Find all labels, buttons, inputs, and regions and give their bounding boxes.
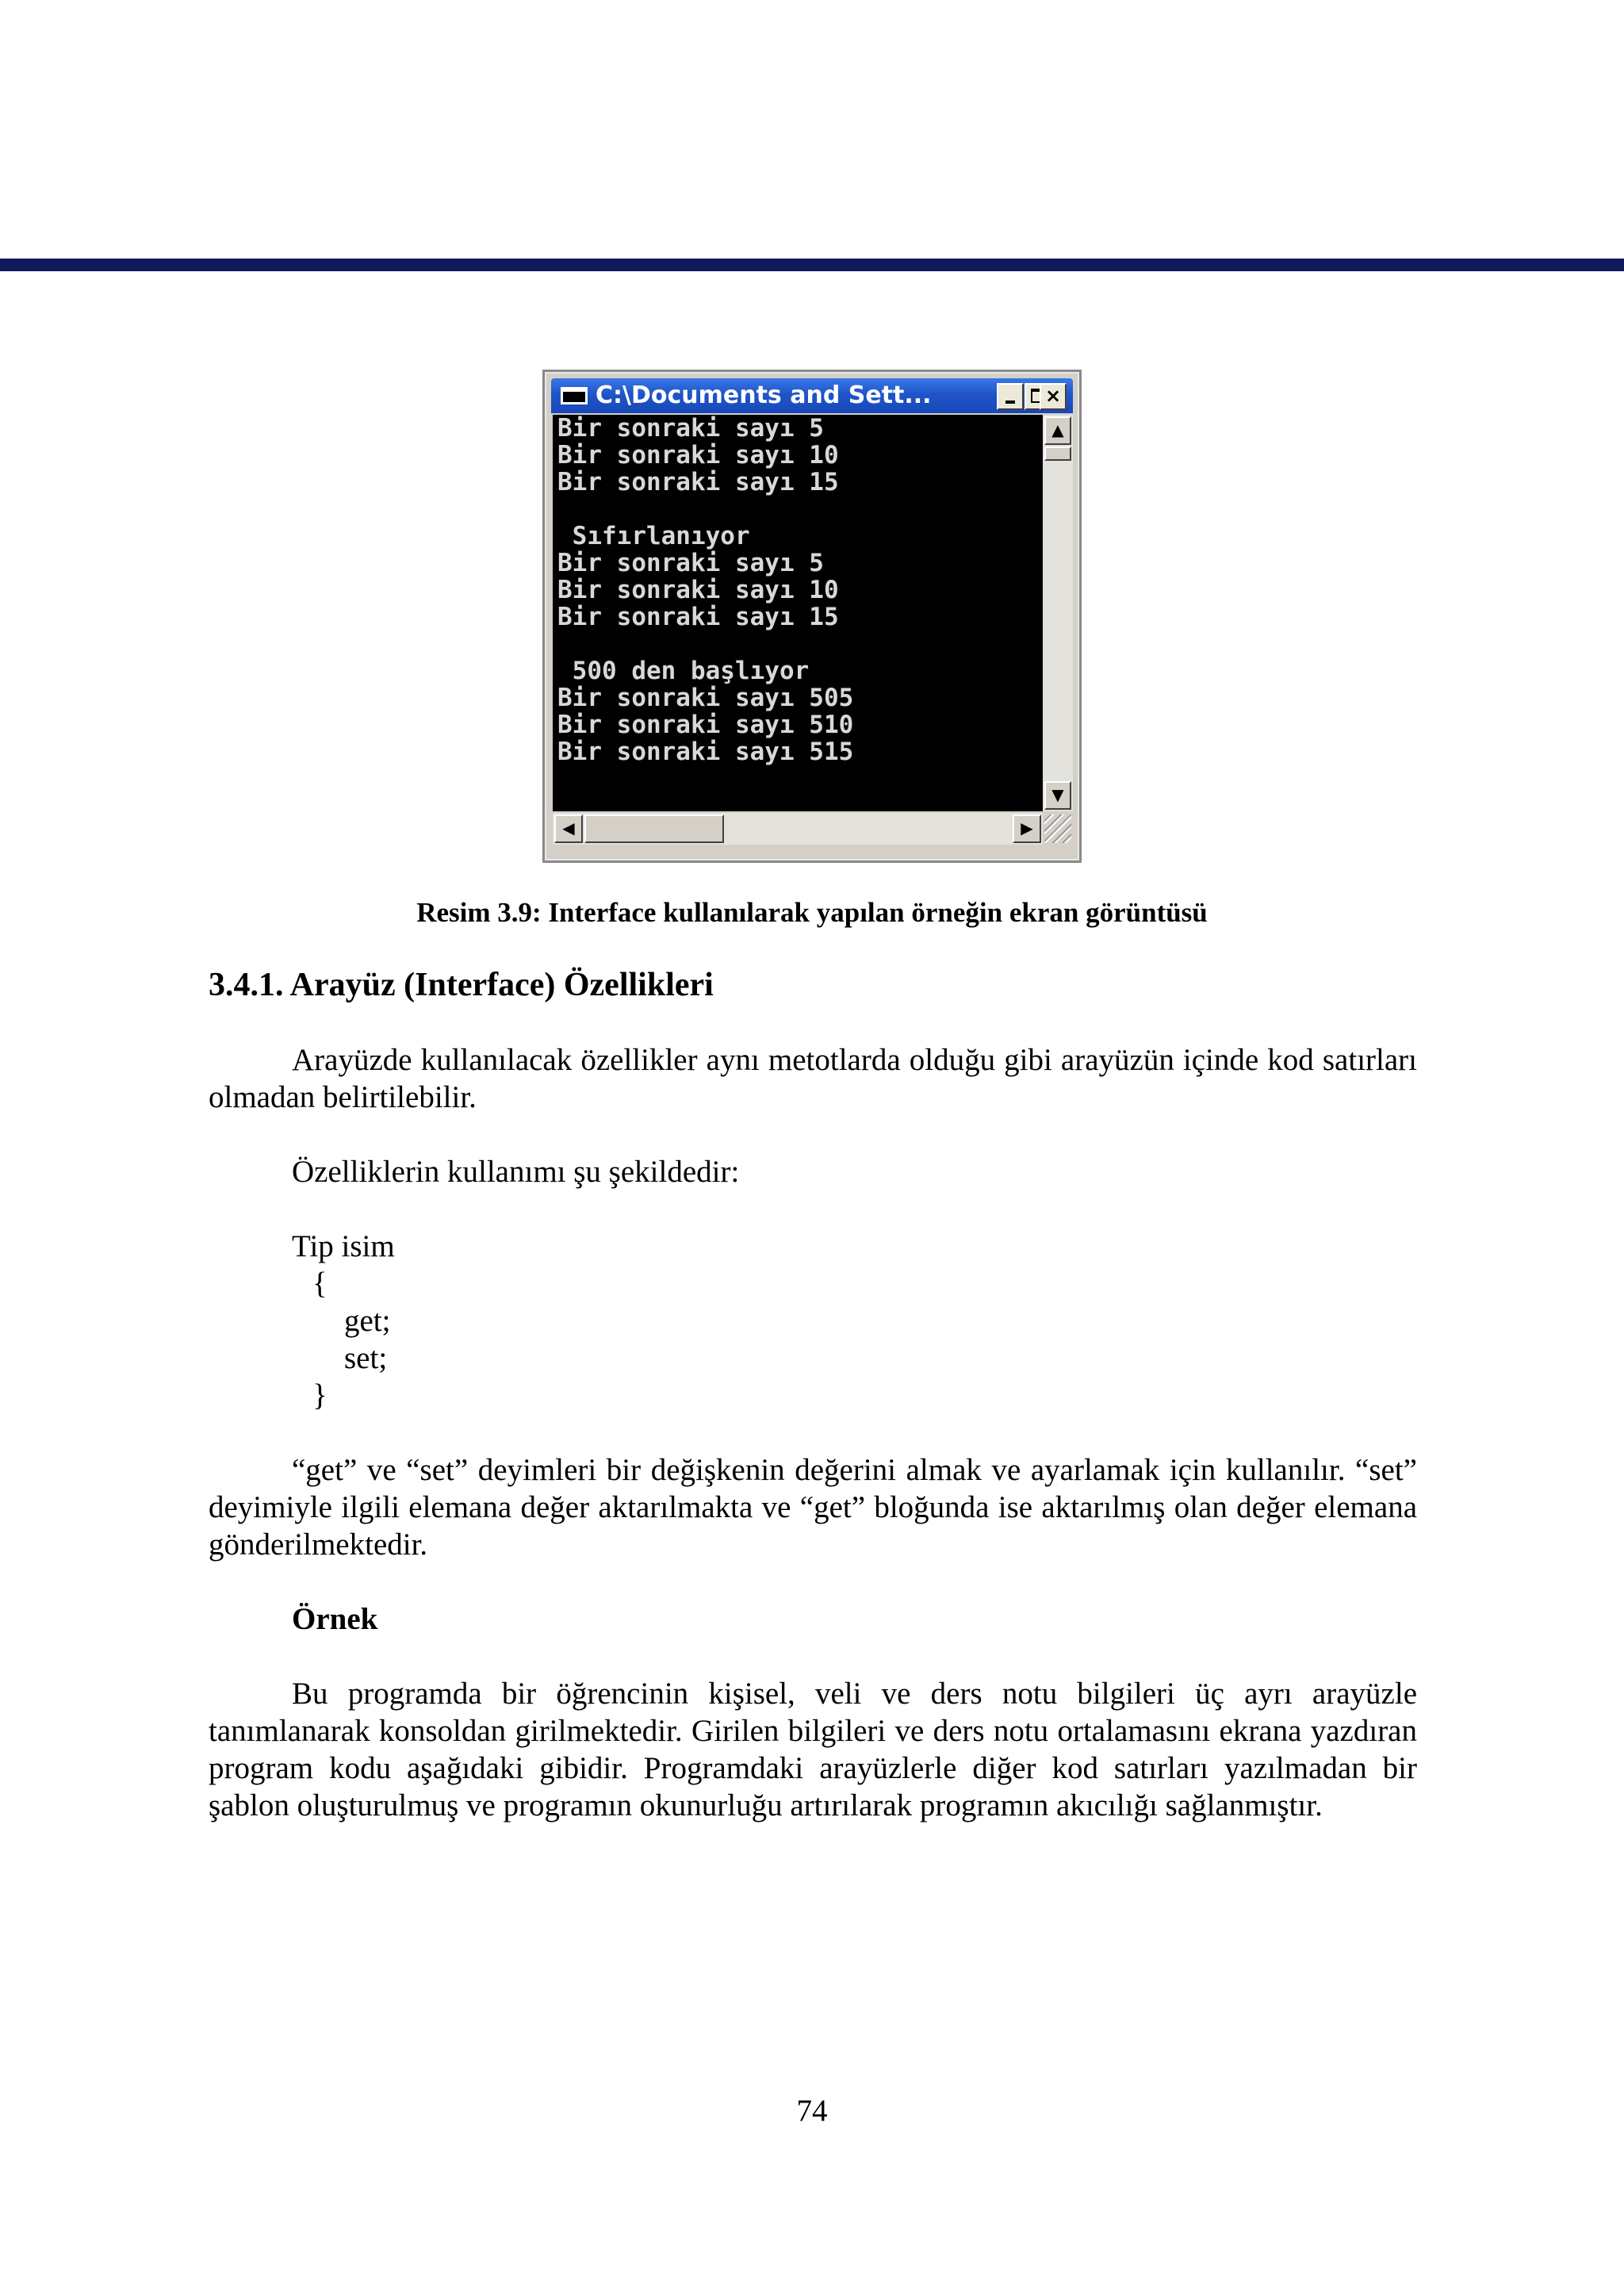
console-line: Bir sonraki sayı 505 [557, 684, 854, 712]
minimize-icon [1005, 401, 1015, 404]
console-window-icon [561, 387, 588, 404]
console-line: 500 den başlıyor [557, 657, 810, 685]
console-output [553, 415, 1043, 811]
code-line-close-brace: } [312, 1378, 327, 1412]
paragraph-example: Bu programda bir öğrencinin kişisel, veli ve ders notu bilgileri üç ayrı arayüzle tanımlanarak konsoldan girilmektedir. Girilen bilgileri ve ders notu ortalamasını ekrana yazdıran program kodu aşağıdaki gibidir. Programdaki arayüzlerle diğer kod satırları yazılmadan bir şablon oluşturulmuş ve programın okunurluğu artırılarak programın akıcılığı sağlanmıştır. [209, 1677, 1417, 1822]
console-line: Bir sonraki sayı 15 [557, 468, 839, 496]
console-window-screenshot [542, 370, 1082, 863]
figure-caption: Resim 3.9: Interface kullanılarak yapılan örneğin ekran görüntüsü [416, 897, 1208, 928]
example-heading: Örnek [292, 1602, 378, 1636]
resize-grip-icon[interactable] [1044, 814, 1071, 843]
console-line: Bir sonraki sayı 5 [557, 549, 824, 577]
header-bar [0, 259, 1624, 271]
page-number: 74 [796, 2094, 828, 2128]
console-window-title: C:\Documents and Sett... [596, 381, 932, 409]
console-line: Bir sonraki sayı 10 [557, 576, 839, 604]
code-line-open-brace: { [312, 1267, 327, 1301]
scroll-right-arrow-icon[interactable]: ▶ [1013, 814, 1041, 843]
scroll-up-arrow-icon[interactable]: ▲ [1044, 416, 1071, 445]
usage-intro: Özelliklerin kullanımı şu şekildedir: [292, 1155, 740, 1189]
horizontal-scroll-thumb[interactable] [584, 814, 724, 843]
paragraph-get-set: “get” ve “set” deyimleri bir değişkenin değerini almak ve ayarlamak için kullanılır. “set” deyimiyle ilgili elemana değer aktarılmakta ve “get” bloğunda ise aktarılmış olan değer elemana gönderilmektedir. [209, 1453, 1417, 1562]
code-line-type-name: Tip isim [292, 1229, 395, 1263]
code-line-get: get; [344, 1304, 391, 1338]
console-line: Bir sonraki sayı 510 [557, 711, 854, 739]
console-titlebar [551, 378, 1073, 413]
scroll-left-arrow-icon[interactable]: ◀ [554, 814, 583, 843]
console-line: Bir sonraki sayı 10 [557, 441, 839, 470]
section-heading: 3.4.1. Arayüz (Interface) Özellikleri [209, 967, 714, 1003]
close-button[interactable]: × [1040, 383, 1067, 410]
paragraph-properties: Arayüzde kullanılacak özellikler aynı metotlarda olduğu gibi arayüzün içinde kod satırları olmadan belirtilebilir. [209, 1043, 1417, 1114]
console-line: Bir sonraki sayı 15 [557, 603, 839, 631]
horizontal-scrollbar[interactable] [553, 813, 1043, 845]
console-line: Sıfırlanıyor [557, 522, 750, 550]
vertical-scroll-thumb[interactable] [1044, 447, 1071, 461]
minimize-button[interactable] [997, 383, 1024, 410]
code-line-set: set; [344, 1341, 388, 1375]
scroll-down-arrow-icon[interactable]: ▼ [1044, 781, 1071, 810]
vertical-scrollbar[interactable] [1043, 415, 1073, 811]
console-line: Bir sonraki sayı 5 [557, 415, 824, 443]
console-line: Bir sonraki sayı 515 [557, 738, 854, 766]
